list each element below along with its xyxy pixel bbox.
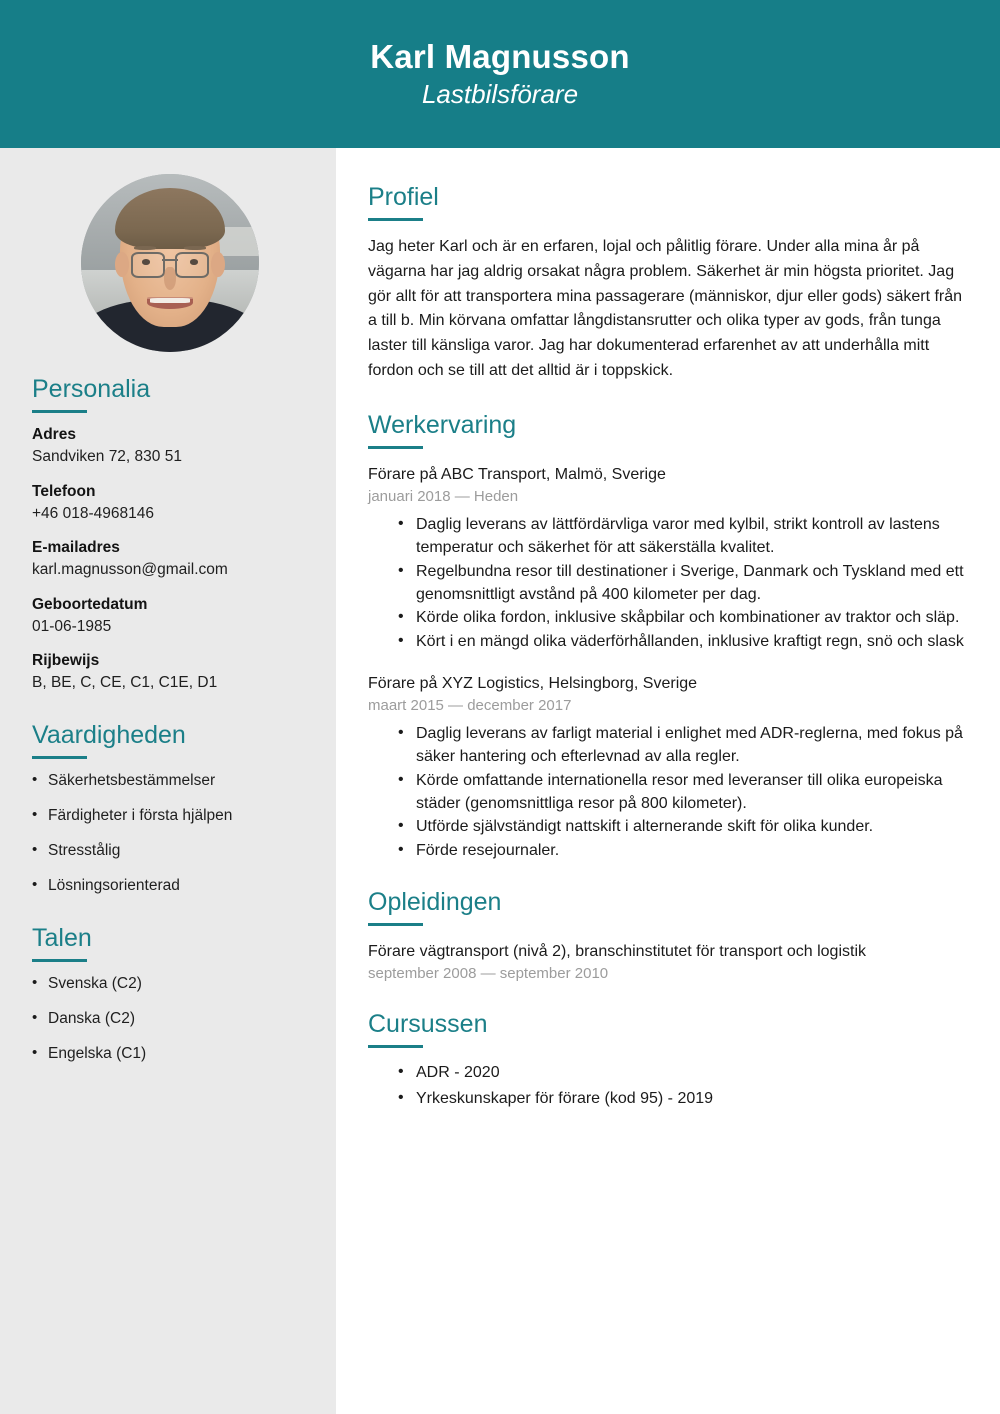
main-column (336, 148, 1000, 1135)
photo-eyebrow-right (184, 246, 205, 250)
field-geboortedatum (32, 595, 308, 638)
languages-list (32, 974, 308, 1065)
entry-title: Förare på ABC Transport, Malmö, Sverige (368, 465, 666, 483)
list-item: • Yrkeskunskaper för förare (kod 95) - 2019 (398, 1088, 964, 1111)
entry-bullets (368, 723, 964, 862)
list-item: • ADR - 2020 (398, 1062, 964, 1085)
list-item: • Körde olika fordon, inklusive skåpbilar och kombinationer av traktor och släp. (398, 607, 964, 630)
photo-nose (164, 267, 176, 290)
photo-ear-left (115, 252, 129, 277)
field-label: E-mailadres (32, 539, 120, 557)
field-value: 01-06-1985 (32, 617, 112, 635)
entry-bullets (368, 514, 964, 653)
personalia-heading: Personalia (32, 374, 308, 413)
field-label: Geboortedatum (32, 595, 148, 613)
section-courses (368, 1009, 964, 1110)
field-adres (32, 425, 308, 468)
section-education (368, 887, 964, 986)
field-email (32, 538, 308, 581)
list-item: • Daglig leverans av lättfördärvliga varor med kylbil, strikt kontroll av lastens temperatur och säkerhet för att säkerställa kvalitet. (398, 514, 964, 559)
section-profile (368, 182, 964, 384)
experience-entry (368, 672, 964, 863)
list-item: • Färdigheter i första hjälpen (32, 806, 308, 827)
profile-photo-container (32, 174, 308, 352)
list-item: • Danska (C2) (32, 1009, 308, 1030)
section-personalia (32, 374, 308, 694)
entry-dates: maart 2015 — december 2017 (368, 696, 572, 714)
profile-heading: Profiel (368, 182, 964, 221)
education-entry (368, 940, 964, 986)
field-label: Rijbewijs (32, 652, 100, 670)
list-item: • Daglig leverans av farligt material i enlighet med ADR-reglerna, med fokus på säker hantering och efterlevnad av alla regler. (398, 723, 964, 768)
list-item: • Regelbundna resor till destinationer i Sverige, Danmark och Tyskland med ett genomsnittligt avstånd på 400 kilometer per dag. (398, 561, 964, 606)
photo-glasses-right-lens (175, 252, 209, 277)
field-value: B, BE, C, CE, C1, C1E, D1 (32, 674, 218, 692)
courses-list (368, 1062, 964, 1110)
section-experience (368, 410, 964, 863)
field-value: +46 018-4968146 (32, 504, 154, 522)
list-item: • Utförde självständigt nattskift i alternerande skift för olika kunder. (398, 816, 964, 839)
courses-heading: Cursussen (368, 1009, 964, 1048)
section-languages (32, 923, 308, 1065)
entry-dates: september 2008 — september 2010 (368, 964, 609, 982)
photo-teeth (150, 298, 189, 303)
entry-title: Förare vägtransport (nivå 2), branschinstitutet för transport och logistik (368, 942, 866, 960)
candidate-name: Karl Magnusson (370, 38, 630, 76)
experience-entry (368, 463, 964, 654)
field-label: Telefoon (32, 482, 96, 500)
education-heading: Opleidingen (368, 887, 964, 926)
field-telefoon (32, 482, 308, 525)
list-item: • Förde resejournaler. (398, 840, 964, 863)
list-item: • Stresstålig (32, 841, 308, 862)
entry-dates: januari 2018 — Heden (368, 487, 519, 505)
list-item: • Lösningsorienterad (32, 876, 308, 897)
photo-eyebrow-left (134, 246, 155, 250)
skills-heading: Vaardigheden (32, 720, 308, 759)
list-item: • Svenska (C2) (32, 974, 308, 995)
list-item: • Körde omfattande internationella resor med leveranser till olika europeiska städer (genomsnittliga resor på 800 kilometer). (398, 770, 964, 815)
sidebar (0, 148, 336, 1414)
list-item: • Engelska (C1) (32, 1044, 308, 1065)
field-label: Adres (32, 426, 76, 443)
field-value: Sandviken 72, 830 51 (32, 447, 182, 465)
section-skills (32, 720, 308, 897)
list-item: • Kört i en mängd olika väderförhållanden, inklusive kraftigt regn, snö och slask (398, 631, 964, 654)
entry-title: Förare på XYZ Logistics, Helsingborg, Sverige (368, 674, 698, 692)
languages-heading: Talen (32, 923, 308, 962)
field-value: karl.magnusson@gmail.com (32, 561, 228, 579)
experience-heading: Werkervaring (368, 410, 964, 449)
skills-list (32, 771, 308, 897)
photo-glasses-left-lens (131, 252, 165, 277)
resume-header (0, 0, 1000, 148)
candidate-job-title: Lastbilsförare (421, 79, 579, 110)
profile-text: Jag heter Karl och är en erfaren, lojal och pålitlig förare. Under alla mina år på vägarna har jag aldrig orsakat några problem. Säkerhet är min högsta prioritet. Jag gör allt för att transportera mina passagerare (människor, djur eller gods) säkert från a till b. Min körvana omfattar långdistansrutter och olika typer av gods, från tunga laster till känsliga varor. Jag har dokumenterad erfarenhet av att underhålla mitt fordon och se till att det alltid är i toppskick. (368, 238, 963, 379)
list-item: • Säkerhetsbestämmelser (32, 771, 308, 792)
field-rijbewijs (32, 651, 308, 694)
photo-glasses-bridge (162, 259, 178, 261)
profile-photo (81, 174, 259, 352)
